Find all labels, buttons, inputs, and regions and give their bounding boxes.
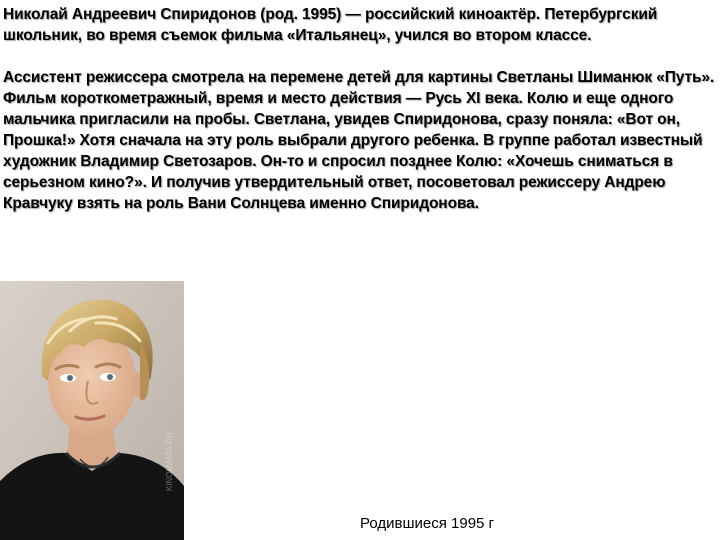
boy-portrait-image: [0, 281, 184, 540]
caption: Родившиеся 1995 г: [360, 515, 495, 532]
portrait-photo: [0, 281, 184, 540]
story-paragraph: Ассистент режиссера смотрела на перемене детей для картины Светланы Шиманюк «Путь». Фильм короткометражный, время и место действия — Русь XI века. Колю и еще одного мальчика пригласили на пробы. Светлана, увидев Спиридонова, сразу поняла: «Вот он, Прошка!» Хотя сначала на эту роль выбрали другого ребенка. В группе работал известный художник Владимир Светозаров. Он-то и спросил позднее Колю: «Хочешь сниматься в серьезном кино?». И получив утвердительный ответ, посоветовал режиссеру Андрею Кравчуку взять на роль Вани Солнцева именно Спиридонова.: [3, 69, 715, 212]
intro-paragraph: Николай Андреевич Спиридонов (род. 1995) — российский киноактёр. Петербургский школьник, во время съемок фильма «Итальянец», учился во втором классе.: [3, 6, 658, 44]
svg-text:KINOMANIA.RU: KINOMANIA.RU: [165, 432, 174, 491]
article-text: [3, 4, 715, 235]
